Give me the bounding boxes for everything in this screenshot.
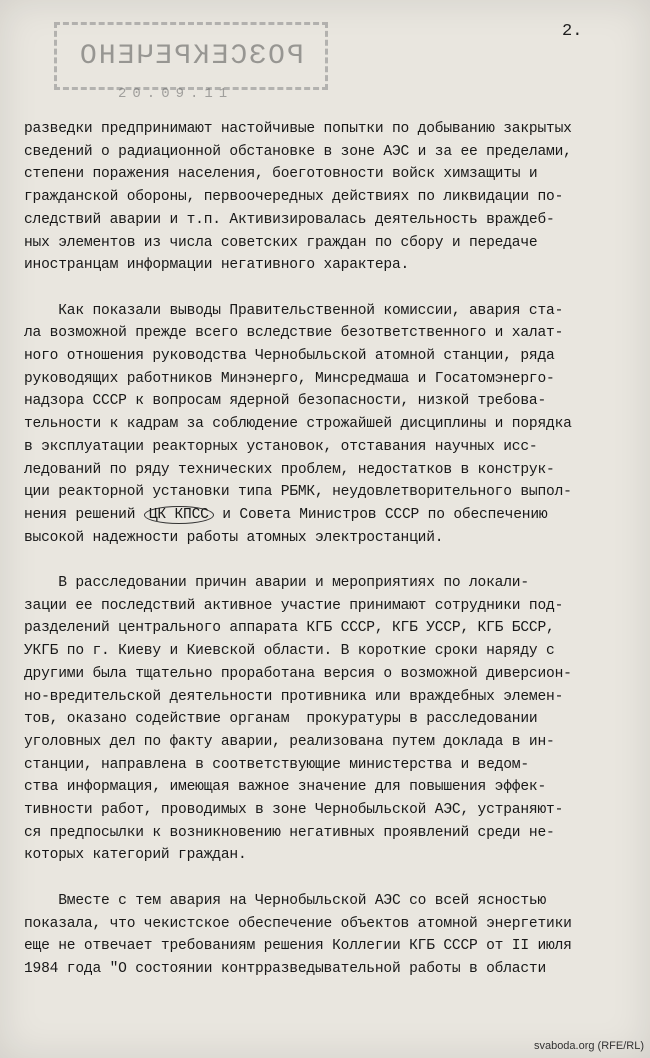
text-line: но-вредительской деятельности противника или враждебных элемен- [24, 688, 564, 705]
text-line: станции, направлена в соответствующие министерства и ведом- [24, 756, 529, 773]
paragraph-4 [24, 890, 624, 981]
text-line-with-circled-text [24, 504, 624, 527]
text-line: ства информация, имеющая важное значение для повышения эффек- [24, 779, 547, 796]
text-line: уголовных дел по факту аварии, реализована путем доклада в ин- [24, 733, 555, 750]
text-fragment: нения решений [24, 506, 144, 523]
document-body [24, 118, 624, 1003]
paragraph-1 [24, 118, 624, 277]
text-line: тов, оказано содействие органам прокуратуры в расследовании [24, 711, 538, 728]
text-line: Как показали выводы Правительственной комиссии, авария ста- [24, 302, 564, 319]
text-line: ся предпосылки к возникновению негативных проявлений среди не- [24, 824, 555, 841]
paragraph-2 [24, 300, 624, 550]
text-line: ции реакторной установки типа РБМК, неудовлетворительного выпол- [24, 484, 572, 501]
page-number: 2. [562, 22, 583, 41]
text-line: Вместе с тем авария на Чернобыльской АЭС со всей ясностью [24, 892, 547, 909]
text-line: УКГБ по г. Киеву и Киевской области. В короткие сроки наряду с [24, 643, 555, 660]
text-fragment: и Совета Министров СССР по обеспечению [213, 506, 548, 523]
text-line: тивности работ, проводимых в зоне Чернобыльской АЭС, устраняют- [24, 802, 564, 819]
text-line: руководящих работников Минэнерго, Минсредмаша и Госатомэнерго- [24, 370, 555, 387]
text-line: зации ее последствий активное участие принимают сотрудники под- [24, 597, 564, 614]
text-line: разведки предпринимают настойчивые попытки по добыванию закрытых [24, 121, 572, 137]
text-line: надзора СССР к вопросам ядерной безопасности, низкой требова- [24, 393, 547, 410]
text-line: 1984 года "О состоянии контрразведывательной работы в области [24, 960, 547, 977]
circled-annotation: ЦК КПСС [144, 506, 214, 524]
text-line: В расследовании причин аварии и мероприятиях по локали- [24, 575, 529, 592]
declassified-stamp [54, 22, 328, 90]
stamp-text: РОЗСЕКРЕЧЕНО [78, 40, 304, 72]
text-line: разделений центрального аппарата КГБ СССР, КГБ УССР, КГБ БССР, [24, 620, 555, 637]
stamp-date: 20.09.11 [118, 86, 234, 102]
text-line: в эксплуатации реакторных установок, отставания научных исс- [24, 438, 538, 455]
text-line: ных элементов из числа советских граждан по сбору и передаче [24, 234, 538, 251]
text-line: ного отношения руководства Чернобыльской атомной станции, ряда [24, 348, 555, 365]
text-line: гражданской обороны, первоочередных действиях по ликвидации по- [24, 189, 564, 206]
text-line: другими была тщательно проработана версия о возможной диверсион- [24, 665, 572, 682]
text-line: иностранцам информации негативного характера. [24, 257, 410, 274]
text-line: тельности к кадрам за соблюдение строжайшей дисциплины и порядка [24, 416, 572, 433]
text-line: ледований по ряду технических проблем, недостатков в конструк- [24, 461, 555, 478]
paragraph-3 [24, 572, 624, 867]
text-line: степени поражения населения, боеготовности войск химзащиты и [24, 166, 538, 183]
text-line: сведений о радиационной обстановке в зоне АЭС и за ее пределами, [24, 143, 572, 160]
text-line: показала, что чекистское обеспечение объектов атомной энергетики [24, 915, 572, 932]
text-line: ла возможной прежде всего вследствие безответственного и халат- [24, 325, 564, 342]
text-line: высокой надежности работы атомных электростанций. [24, 529, 444, 546]
text-line: которых категорий граждан. [24, 847, 247, 864]
source-watermark: svaboda.org (RFE/RL) [533, 1040, 644, 1052]
text-line: еще не отвечает требованиям решения Коллегии КГБ СССР от II июля [24, 938, 572, 955]
text-line: следствий аварии и т.п. Активизировалась деятельность враждеб- [24, 211, 555, 228]
